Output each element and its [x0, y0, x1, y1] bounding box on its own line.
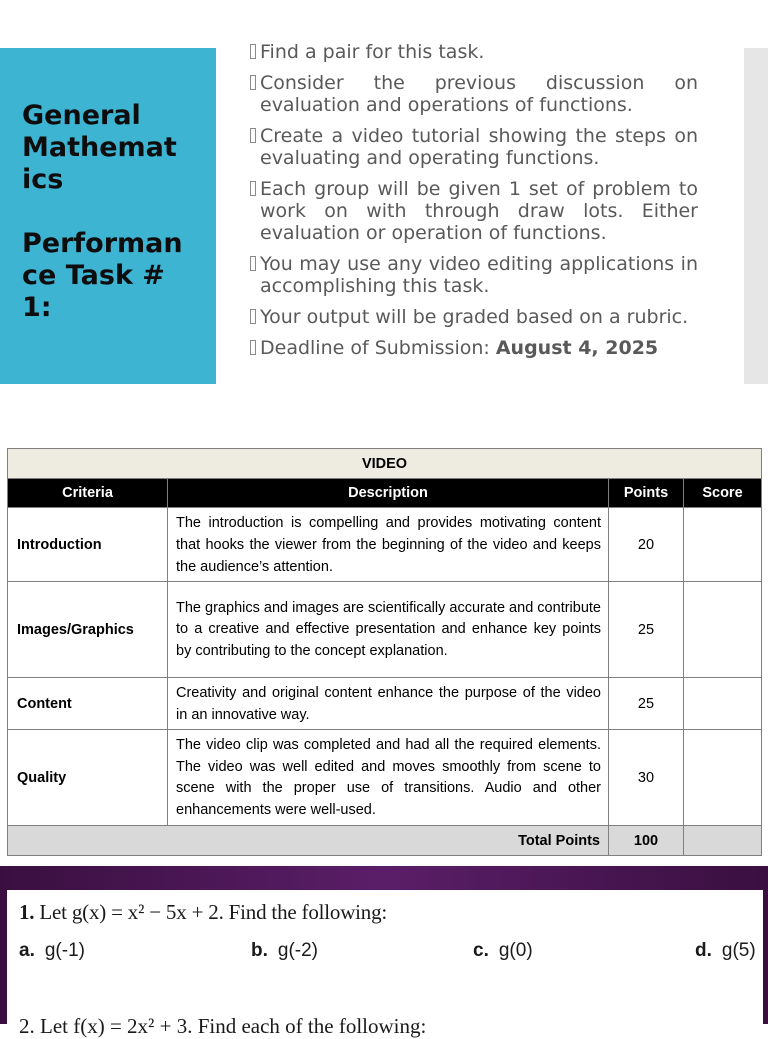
- title-line: General: [22, 100, 141, 131]
- bullet-icon: [250, 309, 256, 324]
- description-cell: The graphics and images are scientifically accurate and contribute to a creative and effective presentation and enhance key points by contributing to the concept explanation.: [168, 582, 609, 678]
- video-rubric-table: [7, 448, 762, 856]
- score-cell[interactable]: [684, 730, 762, 826]
- title-line: 1:: [22, 292, 52, 323]
- points-cell: 25: [609, 582, 684, 678]
- decorative-side-bar: [744, 48, 768, 384]
- bullet-icon: [250, 181, 256, 196]
- points-cell: 20: [609, 508, 684, 582]
- problem-1-card: [7, 890, 763, 1006]
- list-item: Your output will be graded based on a rubric.: [250, 306, 698, 328]
- problem-part: a. g(-1): [19, 940, 85, 961]
- total-score-cell[interactable]: [684, 826, 762, 856]
- description-cell: Creativity and original content enhance the purpose of the video in an innovative way.: [168, 678, 609, 730]
- rubric-caption: VIDEO: [8, 449, 762, 479]
- task-instructions-list: [250, 41, 698, 368]
- header-points: Points: [609, 479, 684, 508]
- criteria-cell: Quality: [8, 730, 168, 826]
- bullet-icon: [250, 340, 256, 355]
- score-cell[interactable]: [684, 678, 762, 730]
- list-item: Find a pair for this task.: [250, 41, 698, 63]
- problem-2-card: [7, 994, 763, 1038]
- problem-text: Let g(x) = x² − 5x + 2. Find the following:: [39, 900, 388, 924]
- header-criteria: Criteria: [8, 479, 168, 508]
- bullet-icon: [250, 256, 256, 271]
- problem-1-statement: [19, 900, 387, 925]
- problem-2-statement: 2. Let f(x) = 2x² + 3. Find each of the following:: [19, 1014, 427, 1038]
- list-item: You may use any video editing applications in accomplishing this task.: [250, 253, 698, 297]
- problem-number: 1.: [19, 900, 35, 924]
- description-cell: The introduction is compelling and provides motivating content that hooks the viewer from the beginning of the video and keeps the audience’s attention.: [168, 508, 609, 582]
- criteria-cell: Introduction: [8, 508, 168, 582]
- criteria-cell: Images/Graphics: [8, 582, 168, 678]
- score-cell[interactable]: [684, 582, 762, 678]
- bullet-icon: [250, 75, 256, 90]
- deadline-label: Deadline of Submission:: [260, 337, 496, 359]
- title-line: Performan: [22, 228, 183, 259]
- deadline-date: August 4, 2025: [495, 337, 659, 359]
- description-cell: The video clip was completed and had all the required elements. The video was well edited and moves smoothly from scene to scene with the proper use of transitions. Audio and other enhancements were well-used.: [168, 730, 609, 826]
- deadline-item: [250, 337, 698, 359]
- header-score: Score: [684, 479, 762, 508]
- table-row: [8, 582, 762, 678]
- title-line: ce Task #: [22, 260, 165, 291]
- task-slide: [0, 0, 768, 430]
- total-points-value: 100: [609, 826, 684, 856]
- list-item: Create a video tutorial showing the steps on evaluating and operating functions.: [250, 125, 698, 169]
- header-description: Description: [168, 479, 609, 508]
- bullet-icon: [250, 128, 256, 143]
- problems-slide: [0, 866, 768, 1038]
- title-line: Mathemat: [22, 132, 177, 163]
- list-item: Consider the previous discussion on evaluation and operations of functions.: [250, 72, 698, 116]
- problem-part: c. g(0): [473, 940, 533, 961]
- slide-title: [0, 48, 216, 384]
- points-cell: 25: [609, 678, 684, 730]
- criteria-cell: Content: [8, 678, 168, 730]
- total-row: [8, 826, 762, 856]
- table-row: [8, 730, 762, 826]
- problem-part: d. g(5): [695, 940, 756, 961]
- table-row: [8, 508, 762, 582]
- total-points-label: Total Points: [8, 826, 609, 856]
- bullet-icon: [250, 44, 256, 59]
- table-row: [8, 678, 762, 730]
- list-item: Each group will be given 1 set of problem to work on with through draw lots. Either evaluation or operation of functions.: [250, 178, 698, 244]
- problem-1-parts: [19, 940, 756, 964]
- title-line: ics: [22, 164, 64, 195]
- problem-part: b. g(-2): [251, 940, 319, 961]
- points-cell: 30: [609, 730, 684, 826]
- score-cell[interactable]: [684, 508, 762, 582]
